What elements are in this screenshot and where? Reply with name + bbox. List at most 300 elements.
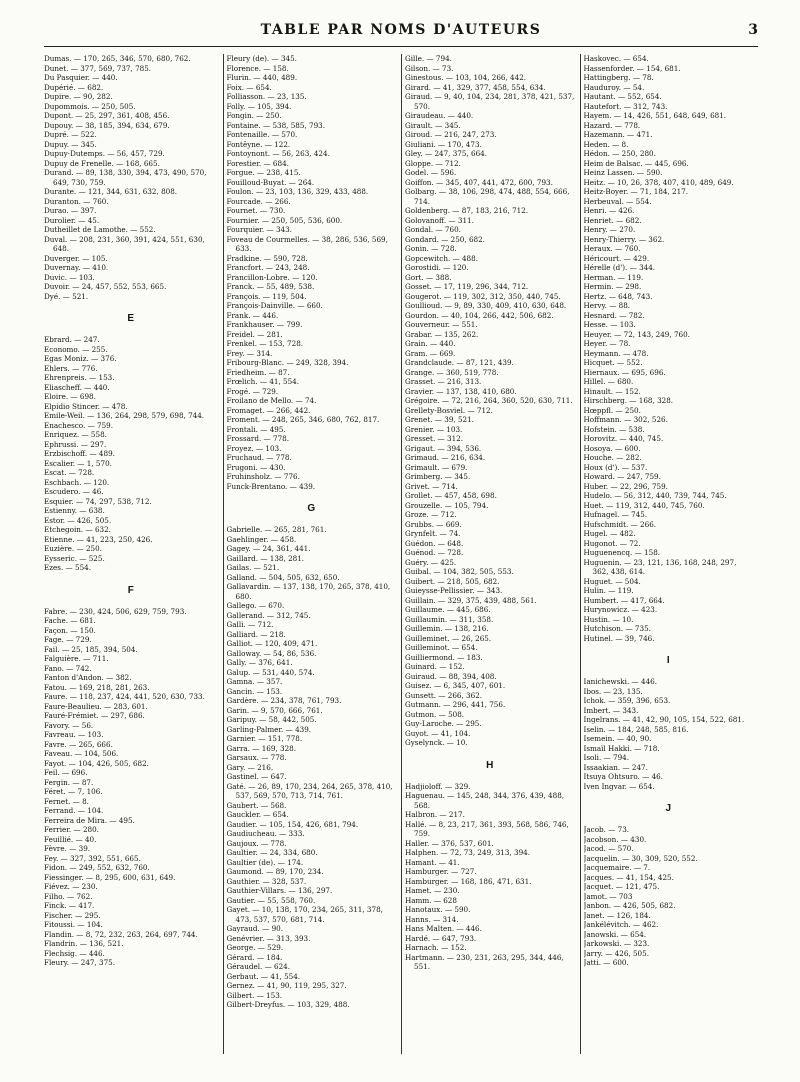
index-column-3 xyxy=(401,54,580,1054)
index-entry: Giraud. — 9, 40, 104, 234, 281, 378, 421, 537, 570. xyxy=(405,92,575,111)
index-entry: Hufschmidt. — 266. xyxy=(583,519,657,529)
index-entry: Géraudel. — 624. xyxy=(226,962,291,971)
index-entry: Hattingberg. — 78. xyxy=(583,73,654,82)
index-entry: Gougerot. — 119, 302, 312, 350, 440, 745. xyxy=(405,291,561,301)
index-entry: Hœppfl. — 250. xyxy=(583,405,641,415)
section-letter: I xyxy=(666,655,670,666)
index-entry: Dupuy. — 345. xyxy=(44,139,97,149)
index-entry: Isoli. — 794. xyxy=(583,753,629,762)
index-entry: Flurin. — 440, 489. xyxy=(226,73,298,82)
index-entry: Gérard. — 184. xyxy=(226,952,283,962)
index-entry: Duvic. — 103. xyxy=(44,272,95,282)
index-entry: Gram. — 669. xyxy=(405,348,456,358)
index-entry: Gloppe. — 712. xyxy=(405,158,461,168)
index-entry: Dupommois. — 250, 505. xyxy=(44,101,136,111)
index-entry: Huet. — 119, 312, 440, 745, 760. xyxy=(583,500,705,510)
index-entry: Durand. — 89, 138, 330, 394, 473, 490, 570, 649, 730, 759. xyxy=(44,168,207,187)
index-entry: Finck. — 417. xyxy=(44,901,95,910)
index-entry: Du Pasquier. — 440. xyxy=(44,73,118,82)
index-entry: Grabar. — 135, 262. xyxy=(405,329,479,339)
index-entry: Garipuy. — 58, 442, 505. xyxy=(226,715,317,724)
index-entry: Guillain. — 329, 375, 439, 488, 561. xyxy=(405,595,537,605)
index-entry: Hufnagel. — 745. xyxy=(583,510,648,519)
index-entry: Jacquelin. — 30, 309, 520, 552. xyxy=(583,853,698,863)
index-entry: Gallavardin. — 137, 138, 170, 265, 378, 410, 680. xyxy=(226,582,391,601)
index-entry: Fleury. — 247, 375. xyxy=(44,958,116,967)
index-entry: Dupont. — 25, 297, 361, 408, 456. xyxy=(44,111,170,120)
index-entry: Guédon. — 648. xyxy=(405,538,464,548)
index-entry: Fontenaille. — 570. xyxy=(226,130,298,139)
index-entry: Fidon. — 249, 552, 632, 760. xyxy=(44,863,150,872)
index-entry: Ginestous. — 103, 104, 266, 442. xyxy=(405,73,527,82)
index-entry: Howard. — 247, 759. xyxy=(583,472,661,481)
index-entry: Herman. — 119. xyxy=(583,272,644,282)
index-entry: Forestier. — 684. xyxy=(226,158,289,168)
index-entry: Folly. — 105, 394. xyxy=(226,101,292,111)
index-entry: Guyot. — 41, 104. xyxy=(405,728,471,738)
page-header xyxy=(44,22,758,46)
index-entry: Harnach. — 152. xyxy=(405,943,467,952)
index-entry: Hinault. — 152. xyxy=(583,386,641,396)
index-entry: Hirschberg. — 168, 328. xyxy=(583,396,674,405)
index-entry: Jacob. — 73. xyxy=(583,825,630,834)
index-entry: Galloway. — 54, 86, 536. xyxy=(226,648,317,658)
index-entry: Hugonot. — 72. xyxy=(583,538,641,548)
index-entry: Hiernaux. — 695, 696. xyxy=(583,367,666,377)
index-entry: Fleury (de). — 345. xyxy=(226,54,297,63)
index-entry: Gastinel. — 647. xyxy=(226,772,287,781)
index-entry: Jankélévitch. — 462. xyxy=(583,920,659,929)
index-entry: Eschbach. — 120. xyxy=(44,477,110,487)
index-entry: Heymann. — 478. xyxy=(583,348,649,358)
index-entry: Escat. — 728. xyxy=(44,468,95,477)
index-entry: Hillel. — 680. xyxy=(583,377,634,386)
index-entry: Fischer. — 295. xyxy=(44,910,101,920)
index-entry: Ferrier. — 280. xyxy=(44,825,99,834)
index-entry: Fatou. — 169, 218, 281, 263. xyxy=(44,682,150,692)
index-entry: Gaujoux. — 778. xyxy=(226,838,287,848)
index-entry: Fabre. — 230, 424, 506, 629, 759, 793. xyxy=(44,606,187,616)
index-entry: Francillon-Lobre. — 120. xyxy=(226,272,318,282)
index-entry: Hudelo. — 56, 312, 440, 739, 744, 745. xyxy=(583,491,727,500)
index-entry: Falguière. — 711. xyxy=(44,654,109,663)
index-entry: Fruhinsholz. — 776. xyxy=(226,472,300,481)
index-entry: George. — 529. xyxy=(226,943,284,952)
index-entry: Gutmann. — 296, 441, 756. xyxy=(405,700,506,709)
index-entry: Froilano de Mello. — 74. xyxy=(226,396,317,405)
index-entry: Fribourg-Blanc. — 249, 328, 394. xyxy=(226,358,349,367)
index-entry: Hautefort. — 312, 743. xyxy=(583,101,668,111)
index-entry: Jamot. — 703 xyxy=(583,891,633,901)
index-entry: Godel. — 596. xyxy=(405,168,457,177)
index-entry: Gondal. — 760. xyxy=(405,225,461,234)
index-entry: Guibert. — 218, 505, 682. xyxy=(405,576,500,586)
index-entry: Frontali. — 495. xyxy=(226,424,286,434)
index-entry: Goullioud. — 9, 89, 330, 409, 410, 630, 648. xyxy=(405,301,567,310)
index-entry: Friedheim. — 87. xyxy=(226,367,290,377)
index-entry: Duval. — 208, 231, 360, 391, 424, 551, 630, 648. xyxy=(44,234,205,253)
index-entry: Dyé. — 521. xyxy=(44,291,89,301)
index-entry: Grubbs. — 669. xyxy=(405,519,462,529)
index-entry: Gondard. — 250, 682. xyxy=(405,234,485,244)
index-entry: Durolier. — 45. xyxy=(44,215,100,225)
index-entry: Dupouy. — 38, 185, 394, 634, 679. xyxy=(44,120,170,130)
index-entry: Gourdon. — 40, 104, 266, 442, 506, 682. xyxy=(405,310,554,320)
index-entry: Héricourt. — 429. xyxy=(583,253,650,263)
index-entry: Fiessinger. — 8, 295, 600, 631, 649. xyxy=(44,872,176,882)
index-entry: Galliot. — 120, 409, 471. xyxy=(226,639,318,648)
index-entry: Fiévez. — 230. xyxy=(44,882,98,891)
index-entry: Galliard. — 218. xyxy=(226,629,286,639)
index-entry: Hertz. — 648, 743. xyxy=(583,291,653,301)
index-entry: Hanotaux. — 590. xyxy=(405,905,471,914)
index-entry: Guy-Laroche. — 295. xyxy=(405,719,482,728)
index-entry: Foulon. — 23, 103, 136, 329, 433, 488. xyxy=(226,187,369,196)
page-title: TABLE PAR NOMS D'AUTEURS xyxy=(260,22,542,38)
index-entry: Heden. — 8. xyxy=(583,139,629,149)
index-entry: Gaultier (de). — 174. xyxy=(226,857,304,867)
index-entry: Eysseric. — 525. xyxy=(44,553,105,563)
index-entry: Jarkowski. — 323. xyxy=(583,939,650,948)
index-entry: Gaehlinger. — 458. xyxy=(226,534,297,544)
index-entry: Dupérié. — 682. xyxy=(44,82,104,92)
index-entry: Hallé. — 8, 23, 217, 361, 393, 568, 586, 746, 759. xyxy=(405,819,569,838)
index-entry: Hermin. — 298. xyxy=(583,282,642,291)
index-entry: Gilbert. — 153. xyxy=(226,990,283,1000)
index-entry: Duvoir. — 24, 457, 552, 553, 665. xyxy=(44,282,167,291)
index-entry: Filho. — 762. xyxy=(44,891,93,901)
index-entry: Genévrier. — 313, 393. xyxy=(226,933,311,943)
index-entry: Fèvre. — 39. xyxy=(44,844,91,853)
index-entry: Guillemin. — 138, 216. xyxy=(405,624,489,633)
index-entry: Garin. — 9, 570, 666, 761. xyxy=(226,705,323,715)
index-entry: Hamburger. — 168, 186, 471, 631. xyxy=(405,876,532,886)
index-entry: Grouzelle. — 105, 794. xyxy=(405,500,489,510)
index-entry: Dupuy de Frenelle. — 168, 665. xyxy=(44,158,160,168)
index-entry: Guilleminet. — 26, 265. xyxy=(405,633,492,643)
index-entry: Hervy. — 88. xyxy=(583,301,631,310)
index-entry: Grimberg. — 345. xyxy=(405,472,471,481)
index-entry: Fanton d'Andon. — 382. xyxy=(44,673,132,682)
index-entry: Gautier. — 55, 558, 760. xyxy=(226,895,316,905)
index-entry: Henri. — 426. xyxy=(583,206,635,215)
index-entry: Hassenforder. — 154, 681. xyxy=(583,63,681,73)
index-entry: Guieysse-Pellissier. — 343. xyxy=(405,586,503,595)
index-entry: Grollet. — 457, 458, 698. xyxy=(405,491,497,500)
index-entry: Dupré. — 522. xyxy=(44,130,97,139)
index-entry: Fourcade. — 266. xyxy=(226,196,291,206)
index-entry: Goiffon. — 345, 407, 441, 472, 600, 793. xyxy=(405,177,553,187)
index-entry: Ibos. — 23, 135. xyxy=(583,686,643,696)
index-entry: Jatti. — 600. xyxy=(583,958,629,967)
index-entry: Isemein. — 40, 90. xyxy=(583,734,652,743)
index-entry: Grandclaude. — 87, 121, 439. xyxy=(405,358,514,367)
index-entry: Freidel. — 281. xyxy=(226,329,283,339)
index-entry: Foveau de Courmelles. — 38, 286, 536, 569, 633. xyxy=(226,234,388,253)
index-entry: Heim de Balsac. — 445, 696. xyxy=(583,158,689,168)
index-entry: Gamna. — 357. xyxy=(226,677,283,686)
index-entry: Fey. — 327, 392, 551, 665. xyxy=(44,853,141,863)
index-entry: Dunet. — 377, 569, 737, 785. xyxy=(44,63,152,73)
index-entry: Frogé. — 729. xyxy=(226,386,279,396)
index-entry: Fitoussi. — 104. xyxy=(44,920,103,929)
index-entry: Fontêyne. — 122. xyxy=(226,139,291,149)
index-entry: Gutmon. — 508. xyxy=(405,709,465,719)
index-entry: Gresset. — 312. xyxy=(405,434,463,443)
index-entry: Herbeuval. — 554. xyxy=(583,196,652,206)
index-entry: Gunsett. — 266, 362. xyxy=(405,690,483,700)
index-entry: Flandin. — 8, 72, 232, 263, 264, 697, 744. xyxy=(44,929,198,939)
index-entry: Imbert. — 343. xyxy=(583,705,639,715)
index-entry: Estienny. — 638. xyxy=(44,506,105,515)
index-entry: Janet. — 126, 184. xyxy=(583,910,651,920)
index-entry: Gaumond. — 89, 170, 234. xyxy=(226,867,324,876)
index-entry: Durao. — 397. xyxy=(44,206,97,215)
index-entry: Fano. — 742. xyxy=(44,663,92,673)
index-entry: Guénod. — 728. xyxy=(405,548,464,557)
index-entry: Fontoynont. — 56, 263, 424. xyxy=(226,149,330,158)
index-entry: Esquier. — 74, 297, 538, 712. xyxy=(44,496,152,506)
index-entry: Faure. — 118, 237, 424, 441, 520, 630, 733. xyxy=(44,692,205,701)
index-entry: Gley. — 247, 375, 664. xyxy=(405,149,488,158)
index-entry: Gabrielle. — 265, 281, 761. xyxy=(226,525,327,534)
index-entry: Fournet. — 730. xyxy=(226,206,286,215)
index-entry: Hédon. — 250, 280. xyxy=(583,149,656,158)
index-entry: Huguenencq. — 158. xyxy=(583,548,661,557)
index-entry: Fergin. — 87. xyxy=(44,777,94,787)
index-entry: Itsuya Ohtsuro. — 46. xyxy=(583,772,664,781)
index-entry: Escalier. — 1, 570. xyxy=(44,458,112,468)
index-entry: Hayem. — 14, 426, 551, 648, 649, 681. xyxy=(583,111,727,120)
section-letter: F xyxy=(127,584,134,596)
index-entry: Heitz. — 10, 26, 378, 407, 410, 489, 649. xyxy=(583,177,734,187)
index-entry: Galup. — 531, 440, 574. xyxy=(226,667,315,677)
index-entry: Frenkel. — 153, 728. xyxy=(226,339,304,348)
index-entry: Fouilloud-Buyat. — 264. xyxy=(226,177,315,187)
index-entry: Hazemann. — 471. xyxy=(583,130,653,139)
index-entry: Duvernay. — 410. xyxy=(44,263,109,272)
index-entry: Janbon. — 426, 505, 682. xyxy=(583,901,676,910)
index-entry: Hesse. — 103. xyxy=(583,320,636,329)
index-entry: Ferrand. — 104. xyxy=(44,806,104,815)
index-entry: Dupuy-Dutemps. — 56, 457, 729. xyxy=(44,149,165,158)
index-entry: Euzière. — 250. xyxy=(44,544,102,553)
index-entry: Grivet. — 714. xyxy=(405,481,458,491)
index-entry: Gailas. — 521. xyxy=(226,563,280,572)
index-entry: Etchegoin. — 632. xyxy=(44,525,111,534)
index-entry: Grange. — 360, 519, 778. xyxy=(405,367,499,377)
index-entry: Guisez. — 6, 345, 407, 601. xyxy=(405,681,506,690)
index-entry: Hérelle (d'). — 344. xyxy=(583,263,656,272)
index-entry: Gauthier-Villars. — 136, 297. xyxy=(226,886,333,895)
index-entry: Gyselynck. — 10. xyxy=(405,738,468,747)
index-entry: Favre. — 265, 666. xyxy=(44,739,113,749)
index-entry: Favreau. — 103. xyxy=(44,730,104,739)
section-letter: E xyxy=(127,313,135,324)
index-entry: Huber. — 22, 296, 759. xyxy=(583,481,668,491)
index-entry: Froment. — 248, 265, 346, 680, 762, 817. xyxy=(226,415,380,424)
index-entry: Florence. — 158. xyxy=(226,63,289,73)
index-entry: Dupire. — 90, 282. xyxy=(44,92,113,101)
index-entry: Jacques. — 41, 154, 425. xyxy=(583,872,674,882)
index-entry: Folliasson. — 23, 135. xyxy=(226,92,307,101)
index-entry: Franck. — 55, 489, 538. xyxy=(226,282,315,291)
index-entry: Ismaïl Hakki. — 718. xyxy=(583,743,660,753)
index-entry: Foix. — 654. xyxy=(226,82,272,92)
index-entry: Gosset. — 17, 119, 296, 344, 712. xyxy=(405,282,529,291)
index-entry: Gallerand. — 312, 745. xyxy=(226,610,311,620)
index-column-1 xyxy=(44,54,223,1054)
index-entry: Frey. — 314. xyxy=(226,348,273,358)
index-entry: Fongin. — 250. xyxy=(226,111,282,120)
index-entry: Guilleminot. — 654. xyxy=(405,643,478,652)
index-entry: Gernez. — 41, 90, 119, 295, 327. xyxy=(226,981,347,990)
index-entry: Iven Ingvar. — 654. xyxy=(583,781,655,791)
index-entry: Hauduroy. — 54. xyxy=(583,82,645,92)
index-entry: Grenet. — 39, 521. xyxy=(405,415,474,424)
index-entry: Dumas. — 170, 265, 346, 570, 680, 762. xyxy=(44,54,191,63)
index-entry: Giuliani. — 170, 473. xyxy=(405,139,482,149)
index-entry: Girard. — 41, 329, 377, 458, 554, 634. xyxy=(405,82,546,92)
index-column-2 xyxy=(223,54,402,1054)
index-entry: Gerbaut. — 41, 554. xyxy=(226,971,301,981)
index-entry: Fromaget. — 266, 442. xyxy=(226,405,311,415)
index-entry: Gauthier. — 328, 537. xyxy=(226,876,307,886)
index-entry: Grimaud. — 216, 634. xyxy=(405,453,486,462)
index-entry: Duranton. — 760. xyxy=(44,196,109,206)
index-entry: Gopcewitch. — 488. xyxy=(405,253,478,263)
index-entry: Duverger. — 105. xyxy=(44,253,108,263)
index-entry: Escudero. — 46. xyxy=(44,487,104,496)
index-entry: Ehrenpreis. — 153. xyxy=(44,373,115,382)
index-entry: Hartmann. — 230, 231, 263, 295, 344, 446, 551. xyxy=(405,952,564,971)
index-entry: Fayot. — 104, 426, 505, 682. xyxy=(44,758,149,768)
index-entry: Fage. — 729. xyxy=(44,635,92,644)
index-entry: Grenier. — 103. xyxy=(405,424,463,434)
index-entry: Fournier. — 250, 505, 536, 600. xyxy=(226,215,343,225)
index-entry: Huguet. — 504. xyxy=(583,576,641,586)
index-entry: Gayraud. — 90. xyxy=(226,924,284,933)
index-entry: Hamet. — 230. xyxy=(405,886,460,895)
index-entry: Gonin. — 728. xyxy=(405,244,457,253)
index-entry: Féret. — 7, 106. xyxy=(44,787,103,796)
index-entry: Gilson. — 73. xyxy=(405,63,454,73)
index-entry: Hurynowicz. — 423. xyxy=(583,605,658,614)
index-entry: Guillaumin. — 311, 358. xyxy=(405,614,494,624)
index-entry: Gaubert. — 568. xyxy=(226,800,287,810)
index-entry: Fourquier. — 343. xyxy=(226,225,292,234)
page-number: 3 xyxy=(748,22,758,38)
index-entry: Humbert. — 417, 664. xyxy=(583,595,665,605)
index-entry: Ezes. — 554. xyxy=(44,563,92,572)
index-entry: Gort. — 388. xyxy=(405,272,452,282)
index-entry: Ianichewski. — 446. xyxy=(583,677,657,686)
index-entry: Favory. — 56. xyxy=(44,720,94,730)
index-columns xyxy=(44,54,758,1054)
index-entry: François-Dainville. — 660. xyxy=(226,301,323,310)
index-entry: Gravier. — 137, 138, 410, 680. xyxy=(405,386,517,396)
index-entry: Fail. — 25, 185, 394, 504. xyxy=(44,644,138,654)
index-entry: Iselin. — 184, 248, 585, 816. xyxy=(583,724,689,734)
index-entry: Halbron. — 217. xyxy=(405,810,465,819)
index-entry: Faveau. — 104, 506. xyxy=(44,749,119,758)
index-entry: Golbarg. — 38, 106, 298, 474, 488, 554, 666, 714. xyxy=(405,187,570,206)
index-entry: Fruchaud. — 778. xyxy=(226,453,292,462)
index-entry: Houche. — 282. xyxy=(583,453,642,462)
index-entry: Haskovec. — 654. xyxy=(583,54,649,63)
index-entry: Gaté. — 26, 89, 170, 234, 264, 265, 378, 410, 537, 569, 570, 713, 714, 761. xyxy=(226,781,393,800)
index-entry: Gayet. — 10, 138, 170, 234, 265, 311, 378, 473, 537, 570, 681, 714. xyxy=(226,905,383,924)
index-entry: Garling-Palmer. — 439. xyxy=(226,724,312,734)
index-entry: Ebrard. — 247. xyxy=(44,335,100,344)
section-letter: J xyxy=(665,803,672,814)
index-entry: Frankhauser. — 799. xyxy=(226,320,303,329)
index-entry: Garsaux. — 778. xyxy=(226,753,287,762)
index-entry: Grain. — 440. xyxy=(405,339,456,348)
index-entry: Grynfelt. — 74. xyxy=(405,529,461,538)
index-entry: Gaudier. — 105, 154, 426, 681, 794. xyxy=(226,819,359,829)
index-entry: Hamm. — 628 xyxy=(405,895,457,905)
index-entry: Eliascheff. — 440. xyxy=(44,382,110,392)
index-entry: Flandrin. — 136, 521. xyxy=(44,939,124,948)
index-entry: Groze. — 712. xyxy=(405,510,457,519)
index-entry: Frank. — 446. xyxy=(226,310,279,320)
index-entry: Horovitz. — 440, 745. xyxy=(583,434,664,443)
index-entry: Eloire. — 698. xyxy=(44,392,96,401)
index-entry: Gille. — 794. xyxy=(405,54,452,63)
index-entry: Hutchison. — 735. xyxy=(583,624,651,633)
index-entry: Faure-Beaulieu. — 283, 601. xyxy=(44,701,148,711)
index-entry: Gally. — 376, 641. xyxy=(226,658,293,667)
index-entry: Ichok. — 359, 396, 653. xyxy=(583,696,671,705)
index-entry: Goldenberg. — 87, 183, 216, 712. xyxy=(405,206,529,215)
index-entry: Garnier. — 151, 778. xyxy=(226,734,303,743)
index-entry: Funck-Brentano. — 439. xyxy=(226,481,316,491)
index-entry: Hanns. — 314. xyxy=(405,914,459,924)
index-entry: Hofstein. — 538. xyxy=(583,424,645,434)
index-entry: Jacquet. — 121, 475. xyxy=(583,882,660,891)
section-letter: G xyxy=(307,503,316,514)
index-entry: Hamant. — 41. xyxy=(405,857,460,867)
index-entry: Henry. — 270. xyxy=(583,225,636,234)
index-entry: Gilbert-Dreyfus. — 103, 329, 488. xyxy=(226,1000,350,1009)
index-entry: Grigaut. — 394, 536. xyxy=(405,443,482,453)
index-entry: Feil. — 696. xyxy=(44,768,88,777)
header-rule xyxy=(44,46,758,47)
index-entry: Guillaume. — 445, 686. xyxy=(405,605,491,614)
index-entry: Durante. — 121, 344, 631, 632, 808. xyxy=(44,187,178,196)
index-entry: Henriet. — 682. xyxy=(583,215,642,225)
index-entry: Guibal. — 104, 382, 505, 553. xyxy=(405,567,514,576)
index-entry: Hugel. — 482. xyxy=(583,529,636,538)
index-entry: Ingelrans. — 41, 42, 90, 105, 154, 522, 681. xyxy=(583,715,745,724)
index-entry: Houx (d'). — 537. xyxy=(583,462,648,472)
index-entry: Dutheillet de Lamothe. — 552. xyxy=(44,225,156,234)
index-entry: Frossard. — 778. xyxy=(226,434,289,443)
index-entry: Heuyer. — 72, 143, 249, 760. xyxy=(583,329,690,339)
section-letter: H xyxy=(486,759,494,771)
index-entry: Hesnard. — 782. xyxy=(583,310,645,320)
index-entry: Hardé. — 647, 793. xyxy=(405,933,477,943)
index-entry: Hoffmann. — 302, 526. xyxy=(583,415,668,424)
index-entry: Gorostidi. — 120. xyxy=(405,263,469,272)
index-entry: Gancin. — 153. xyxy=(226,686,283,696)
index-entry: Emile-Weil. — 136, 264, 298, 579, 698, 744. xyxy=(44,411,205,420)
index-entry: Gouverneur. — 551. xyxy=(405,320,478,329)
index-entry: Ferreira de Mira. — 495. xyxy=(44,815,135,825)
index-entry: Feuillié. — 40. xyxy=(44,834,97,844)
index-entry: Jacquemaire. — 7. xyxy=(583,863,651,872)
